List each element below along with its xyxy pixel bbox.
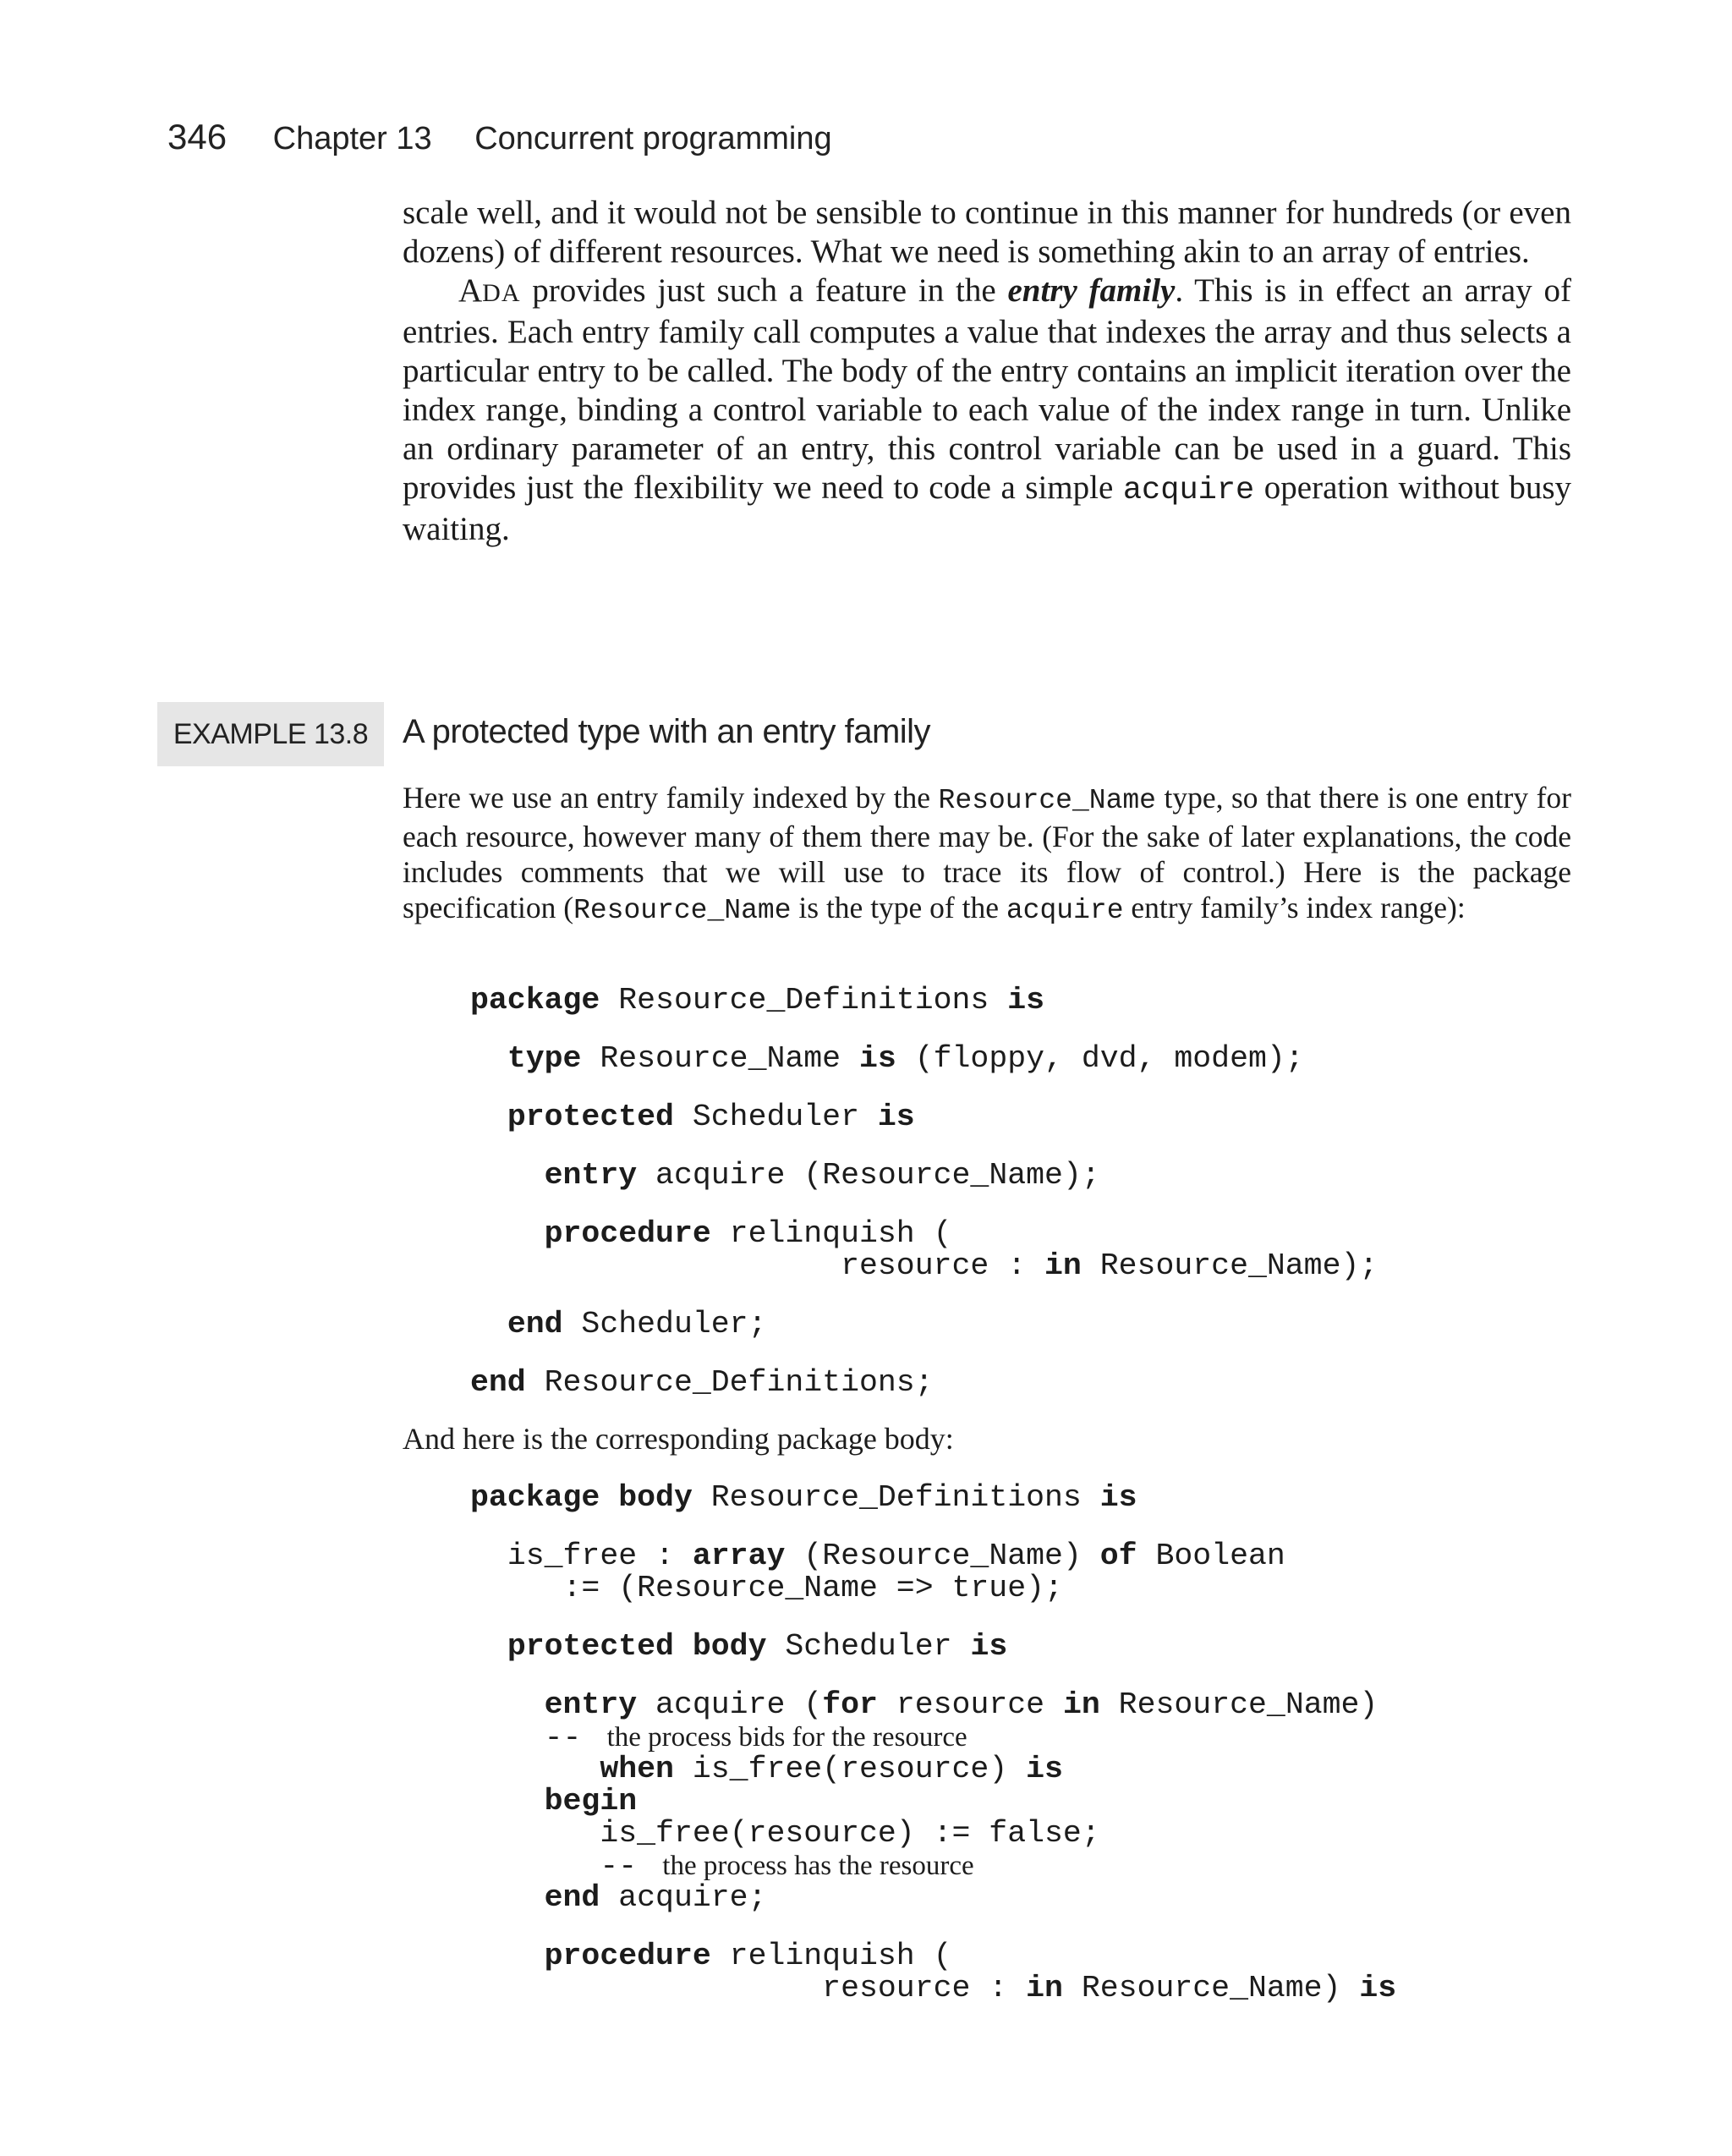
code-line: end acquire; [544, 1880, 767, 1915]
code-line: entry acquire (for resource in Resource_Name) [544, 1687, 1378, 1722]
defined-term: entry family [1007, 272, 1176, 309]
code-line: entry acquire (Resource_Name); [544, 1158, 1100, 1193]
body-intro: And here is the corresponding package body: [403, 1422, 954, 1456]
chapter-label: Chapter 13 [272, 121, 432, 156]
code-line: := (Resource_Name => true); [507, 1571, 1063, 1605]
code-line: protected Scheduler is [507, 1100, 915, 1134]
code-line: procedure relinquish ( [544, 1939, 952, 1973]
ada-initial: A [458, 272, 483, 309]
intro-text [403, 194, 1571, 549]
chapter-title: Concurrent programming [474, 121, 832, 156]
ada-smallcaps: DA [482, 279, 521, 307]
running-header [167, 117, 832, 157]
inline-code: Resource_Name [938, 785, 1156, 816]
inline-code: acquire [1122, 473, 1255, 508]
code-line: is_free(resource) := false; [544, 1816, 1100, 1851]
intro-paragraph-1: scale well, and it would not be sensible to continue in this manner for hundreds (or even dozens) of different resources. What we need is something akin to an array of entries. [403, 195, 1571, 270]
code-line: end Resource_Definitions; [470, 1365, 934, 1400]
example-title: A protected type with an entry family [403, 713, 931, 750]
intro-paragraph-2: ADA provides just such a feature in the entry family. This is in effect an array of entries. Each entry family call computes a value that indexes the array and thus selects a particular entry to be called. The body of the entry contains an implicit iteration over the index range, binding a control variable to each value of the index range in turn. Unlike an ordinary parameter of an entry, this control variable can be used in a guard. This provides just the flexibility we need to code a simple acquire operation without busy waiting. [403, 272, 1571, 547]
example-description: Here we use an entry family indexed by the Resource_Name type, so that there is one entry for each resource, however many of them there may be. (For the sake of later explanations, the code includes comments that we will use to trace its flow of control.) Here is the package specification (Resource_Name is the type of the acquire entry family’s index range): [403, 781, 1571, 926]
code-line: package body Resource_Definitions is [470, 1480, 1137, 1515]
code-line: procedure relinquish ( [544, 1216, 952, 1251]
code-line: resource : in Resource_Name) is [544, 1971, 1397, 2005]
inline-code: acquire [1006, 895, 1124, 926]
inline-code: Resource_Name [573, 895, 792, 926]
code-line: is_free : array (Resource_Name) of Boolean [507, 1539, 1285, 1573]
code-line: package Resource_Definitions is [470, 983, 1045, 1018]
code-line: when is_free(resource) is [600, 1752, 1063, 1786]
code-comment: -- the process has the resource [600, 1849, 974, 1884]
code-line: protected body Scheduler is [507, 1629, 1008, 1664]
code-line: begin [544, 1784, 638, 1819]
code-comment: -- the process bids for the resource [544, 1720, 967, 1755]
example-label: EXAMPLE 13.8 [157, 702, 384, 766]
page-number: 346 [167, 117, 227, 156]
code-line: resource : in Resource_Name); [544, 1248, 1378, 1283]
code-line: end Scheduler; [507, 1307, 767, 1341]
code-line: type Resource_Name is (floppy, dvd, modem); [507, 1041, 1304, 1076]
